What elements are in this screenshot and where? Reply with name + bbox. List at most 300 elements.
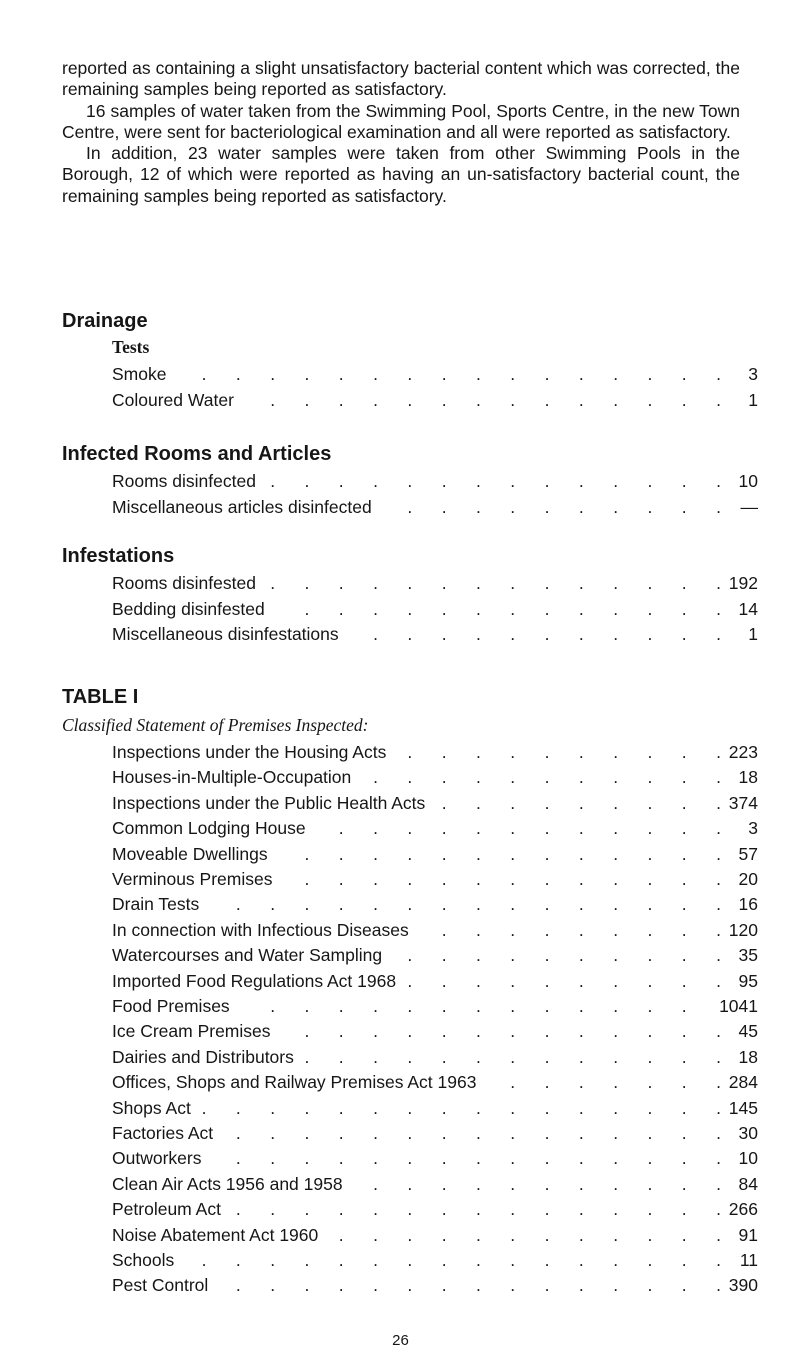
leader-dot: .: [270, 471, 276, 491]
row-value: 1: [748, 624, 758, 644]
leader-dot: .: [578, 919, 584, 940]
leader-dot: .: [338, 1148, 344, 1169]
leader-dot: .: [201, 1250, 207, 1270]
leader-dot: .: [613, 869, 619, 889]
table-row: [0, 742, 801, 764]
leader-dot: .: [510, 1173, 516, 1194]
leader-dot: .: [510, 496, 516, 517]
leader-dot: .: [510, 1275, 516, 1296]
leader-dot: .: [544, 624, 550, 644]
leader-dot: .: [407, 1250, 413, 1270]
page-number: 26: [392, 1332, 409, 1349]
leader-dot: .: [441, 389, 447, 410]
leader-dot: .: [270, 1250, 276, 1270]
leader-dot: .: [338, 1275, 344, 1296]
leader-dot: .: [407, 869, 413, 889]
leader-dot: .: [613, 843, 619, 864]
leader-dot: .: [338, 364, 344, 384]
leader-dot: .: [476, 1173, 481, 1194]
leader-dot: .: [544, 1275, 550, 1296]
leader-dot: .: [304, 1021, 310, 1042]
leader-dot: .: [716, 767, 721, 788]
leader-dot: .: [613, 1072, 619, 1093]
leader-dot: .: [407, 945, 413, 966]
leader-dot: .: [647, 1173, 653, 1194]
leader-dot: .: [476, 364, 481, 384]
table-row: [0, 1148, 801, 1170]
leader-dot: .: [681, 919, 687, 940]
leader-dot: .: [373, 767, 378, 788]
leader-dot: .: [681, 1250, 687, 1270]
leader-dot: .: [476, 1224, 481, 1245]
leader-dot: .: [270, 364, 276, 384]
leader-dot: .: [476, 573, 481, 593]
leader-dot: .: [578, 945, 584, 966]
leader-dot: .: [476, 1199, 481, 1220]
leader-dot: .: [578, 1173, 584, 1194]
leader-dot: .: [716, 598, 721, 619]
leader-dot: .: [338, 894, 344, 915]
table-row: [0, 1123, 801, 1145]
leader-dot: .: [510, 471, 516, 491]
leader-dot: .: [544, 919, 550, 940]
leader-dot: .: [510, 894, 516, 915]
row-value: 1: [748, 389, 758, 410]
leader-dot: .: [476, 818, 481, 839]
leader-dot: .: [510, 767, 516, 788]
row-label: In connection with Infectious Diseases: [112, 919, 409, 940]
leader-dot: .: [476, 1275, 481, 1296]
table-caption: Classified Statement of Premises Inspected:: [62, 715, 369, 735]
leader-dot: .: [441, 471, 447, 491]
leader-dot: .: [510, 945, 516, 966]
leader-dot: .: [510, 792, 516, 813]
leader-dot: .: [510, 624, 516, 644]
leader-dot: .: [716, 1224, 721, 1245]
leader-dot: .: [578, 792, 584, 813]
row-value: 3: [748, 364, 758, 384]
leader-dot: .: [647, 389, 653, 410]
leader-dot: .: [716, 1250, 721, 1270]
row-value: 120: [728, 919, 758, 940]
leader-dot: .: [338, 1046, 344, 1067]
table-row: [0, 945, 801, 967]
leader-dot: .: [304, 573, 310, 593]
leader-dot: .: [681, 1021, 687, 1042]
leader-dot: .: [681, 496, 687, 517]
table-row: [0, 1047, 801, 1069]
row-value: 35: [738, 945, 758, 966]
leader-dot: .: [578, 573, 584, 593]
table-row: [0, 390, 801, 412]
leader-dot: .: [407, 471, 413, 491]
leader-dot: .: [304, 1199, 310, 1220]
leader-dot: .: [544, 1148, 550, 1169]
leader-dot: .: [476, 389, 481, 410]
row-value: 16: [738, 894, 758, 915]
leader-dot: .: [716, 970, 721, 991]
leader-dot: .: [235, 364, 241, 384]
leader-dot: .: [373, 1123, 378, 1143]
row-label: Inspections under the Housing Acts: [112, 742, 387, 762]
leader-dot: .: [476, 792, 481, 813]
leader-dot: .: [476, 1097, 481, 1118]
leader-dot: .: [578, 624, 584, 644]
leader-dot: .: [647, 767, 653, 788]
leader-dot: .: [476, 742, 481, 762]
row-label: Drain Tests: [112, 894, 200, 915]
leader-dot: .: [544, 1224, 550, 1245]
leader-dot: .: [647, 818, 653, 839]
row-label: Imported Food Regulations Act 1968: [112, 970, 397, 991]
row-value: 145: [728, 1097, 758, 1118]
leader-dot: .: [647, 869, 653, 889]
leader-dot: .: [716, 1199, 721, 1220]
leader-dot: .: [544, 364, 550, 384]
leader-dot: .: [441, 970, 447, 991]
leader-dot: .: [338, 843, 344, 864]
leader-dot: .: [578, 1224, 584, 1245]
leader-dot: .: [647, 1250, 653, 1270]
leader-dot: .: [578, 1021, 584, 1042]
leader-dot: .: [510, 1072, 516, 1093]
leader-dot: .: [544, 869, 550, 889]
leader-dot: .: [441, 843, 447, 864]
infestations-heading: Infestations: [62, 545, 175, 567]
row-value: 57: [738, 843, 758, 864]
leader-dot: .: [647, 1123, 653, 1143]
leader-dot: .: [716, 1021, 721, 1042]
leader-dot: .: [270, 1097, 276, 1118]
leader-dot: .: [647, 894, 653, 915]
leader-dot: .: [613, 364, 619, 384]
leader-dot: .: [681, 1123, 687, 1143]
table-heading: TABLE I: [62, 686, 139, 708]
leader-dot: .: [476, 919, 481, 940]
row-label: Ice Cream Premises: [112, 1021, 271, 1042]
leader-dot: .: [681, 364, 687, 384]
leader-dot: .: [407, 818, 413, 839]
infected-heading: Infected Rooms and Articles: [62, 443, 332, 465]
leader-dot: .: [304, 1097, 310, 1118]
row-label: Bedding disinfested: [112, 598, 265, 619]
leader-dot: .: [716, 1072, 721, 1093]
leader-dot: .: [647, 364, 653, 384]
table-row: [0, 767, 801, 789]
table-row: [0, 1174, 801, 1196]
table-row: [0, 793, 801, 815]
leader-dot: .: [441, 1173, 447, 1194]
leader-dot: .: [373, 573, 378, 593]
leader-dot: .: [510, 1224, 516, 1245]
leader-dot: .: [373, 894, 378, 915]
row-label: Miscellaneous disinfestations: [112, 624, 339, 644]
leader-dot: .: [613, 767, 619, 788]
leader-dot: .: [304, 869, 310, 889]
leader-dot: .: [510, 843, 516, 864]
table-row: [0, 920, 801, 942]
leader-dot: .: [441, 818, 447, 839]
leader-dot: .: [716, 389, 721, 410]
leader-dot: .: [270, 1275, 276, 1296]
leader-dot: .: [578, 496, 584, 517]
row-value: 192: [728, 573, 758, 593]
leader-dot: .: [681, 598, 687, 619]
leader-dot: .: [476, 843, 481, 864]
leader-dot: .: [578, 471, 584, 491]
table-row: [0, 573, 801, 595]
leader-dot: .: [373, 1199, 378, 1220]
leader-dot: .: [681, 573, 687, 593]
leader-dot: .: [578, 598, 584, 619]
leader-dot: .: [235, 894, 241, 915]
leader-dot: .: [510, 1046, 516, 1067]
leader-dot: .: [407, 573, 413, 593]
leader-dot: .: [510, 869, 516, 889]
leader-dot: .: [476, 1021, 481, 1042]
leader-dot: .: [681, 843, 687, 864]
leader-dot: .: [681, 869, 687, 889]
leader-dot: .: [476, 996, 481, 1016]
leader-dot: .: [476, 1148, 481, 1169]
leader-dot: .: [578, 818, 584, 839]
leader-dot: .: [716, 1046, 721, 1067]
leader-dot: .: [476, 598, 481, 619]
row-value: 10: [738, 471, 758, 491]
leader-dot: .: [681, 471, 687, 491]
leader-dot: .: [613, 389, 619, 410]
leader-dot: .: [613, 1250, 619, 1270]
leader-dot: .: [407, 1021, 413, 1042]
leader-dot: .: [270, 996, 276, 1016]
leader-dot: .: [716, 894, 721, 915]
leader-dot: .: [338, 1123, 344, 1143]
leader-dot: .: [544, 1072, 550, 1093]
row-label: Miscellaneous articles disinfected: [112, 496, 372, 517]
leader-dot: .: [373, 996, 378, 1016]
row-label: Noise Abatement Act 1960: [112, 1224, 319, 1245]
leader-dot: .: [613, 894, 619, 915]
leader-dot: .: [544, 1097, 550, 1118]
table-row: [0, 844, 801, 866]
leader-dot: .: [510, 996, 516, 1016]
leader-dot: .: [613, 1224, 619, 1245]
leader-dot: .: [681, 1072, 687, 1093]
row-value: 266: [728, 1199, 758, 1220]
leader-dot: .: [613, 1097, 619, 1118]
leader-dot: .: [338, 1199, 344, 1220]
leader-dot: .: [476, 624, 481, 644]
leader-dot: .: [441, 1275, 447, 1296]
leader-dot: .: [613, 792, 619, 813]
row-label: Schools: [112, 1250, 175, 1270]
leader-dot: .: [373, 1046, 378, 1067]
leader-dot: .: [716, 496, 721, 517]
row-value: 3: [748, 818, 758, 839]
leader-dot: .: [338, 573, 344, 593]
row-label: Common Lodging House: [112, 818, 306, 839]
leader-dot: .: [373, 818, 378, 839]
leader-dot: .: [270, 573, 276, 593]
leader-dot: .: [270, 389, 276, 410]
leader-dot: .: [544, 792, 550, 813]
leader-dot: .: [647, 1275, 653, 1296]
leader-dot: .: [510, 1021, 516, 1042]
leader-dot: .: [716, 843, 721, 864]
leader-dot: .: [441, 1097, 447, 1118]
leader-dot: .: [235, 1275, 241, 1296]
leader-dot: .: [716, 364, 721, 384]
leader-dot: .: [373, 364, 378, 384]
leader-dot: .: [270, 1123, 276, 1143]
leader-dot: .: [716, 1123, 721, 1143]
leader-dot: .: [510, 1148, 516, 1169]
row-label: Houses-in-Multiple-Occupation: [112, 767, 352, 788]
leader-dot: .: [647, 1072, 653, 1093]
table-row: [0, 471, 801, 493]
leader-dot: .: [647, 496, 653, 517]
intro-paragraph: 16 samples of water taken from the Swimming Pool, Sports Centre, in the new Town Centre, were sent for bacteriological examination and all were reported as satisfactory.: [62, 100, 740, 142]
leader-dot: .: [235, 1123, 241, 1143]
row-label: Petroleum Act: [112, 1199, 221, 1220]
row-value: 11: [739, 1250, 758, 1270]
leader-dot: .: [510, 364, 516, 384]
leader-dot: .: [270, 1199, 276, 1220]
leader-dot: .: [681, 742, 687, 762]
leader-dot: .: [476, 1046, 481, 1067]
leader-dot: .: [304, 389, 310, 410]
leader-dot: .: [544, 818, 550, 839]
leader-dot: .: [407, 1046, 413, 1067]
leader-dot: .: [373, 1224, 378, 1245]
leader-dot: .: [716, 573, 721, 593]
intro-text: [62, 58, 740, 207]
row-label: Coloured Water: [112, 389, 234, 410]
drainage-heading: Drainage: [62, 310, 148, 332]
leader-dot: .: [407, 496, 413, 517]
leader-dot: .: [613, 471, 619, 491]
leader-dot: .: [510, 1250, 516, 1270]
leader-dot: .: [716, 945, 721, 966]
leader-dot: .: [613, 1046, 619, 1067]
leader-dot: .: [716, 1173, 721, 1194]
row-label: Pest Control: [112, 1275, 209, 1296]
leader-dot: .: [476, 1250, 481, 1270]
row-label: Smoke: [112, 364, 167, 384]
table-row: [0, 624, 801, 646]
table-row: [0, 869, 801, 891]
leader-dot: .: [613, 1123, 619, 1143]
leader-dot: .: [441, 767, 447, 788]
leader-dot: .: [441, 624, 447, 644]
leader-dot: .: [338, 1250, 344, 1270]
leader-dot: .: [613, 919, 619, 940]
row-value: 95: [738, 970, 758, 991]
leader-dot: .: [304, 1123, 310, 1143]
leader-dot: .: [304, 1046, 310, 1067]
leader-dot: .: [613, 573, 619, 593]
leader-dot: .: [613, 1021, 619, 1042]
leader-dot: .: [441, 996, 447, 1016]
leader-dot: .: [373, 389, 378, 410]
leader-dot: .: [647, 996, 653, 1016]
leader-dot: .: [270, 894, 276, 915]
leader-dot: .: [304, 1250, 310, 1270]
leader-dot: .: [613, 742, 619, 762]
leader-dot: .: [441, 1250, 447, 1270]
leader-dot: .: [476, 869, 481, 889]
leader-dot: .: [578, 1046, 584, 1067]
leader-dot: .: [613, 598, 619, 619]
leader-dot: .: [338, 1021, 344, 1042]
leader-dot: .: [270, 1148, 276, 1169]
leader-dot: .: [716, 1097, 721, 1118]
leader-dot: .: [407, 1123, 413, 1143]
row-value: 18: [738, 767, 758, 788]
leader-dot: .: [476, 496, 481, 517]
leader-dot: .: [544, 598, 550, 619]
leader-dot: .: [716, 742, 721, 762]
leader-dot: .: [544, 389, 550, 410]
leader-dot: .: [613, 818, 619, 839]
leader-dot: .: [544, 843, 550, 864]
leader-dot: .: [647, 742, 653, 762]
leader-dot: .: [373, 1021, 378, 1042]
leader-dot: .: [681, 1148, 687, 1169]
leader-dot: .: [235, 1199, 241, 1220]
row-label: Outworkers: [112, 1148, 202, 1169]
leader-dot: .: [510, 1199, 516, 1220]
leader-dot: .: [681, 767, 687, 788]
table-row: [0, 894, 801, 916]
table-row: [0, 1098, 801, 1120]
leader-dot: .: [613, 1148, 619, 1169]
leader-dot: .: [338, 598, 344, 619]
leader-dot: .: [510, 573, 516, 593]
row-value: 84: [738, 1173, 758, 1194]
leader-dot: .: [476, 471, 481, 491]
row-value: 390: [728, 1275, 758, 1296]
table-row: [0, 1199, 801, 1221]
leader-dot: .: [441, 869, 447, 889]
leader-dot: .: [407, 1199, 413, 1220]
row-label: Inspections under the Public Health Acts: [112, 792, 426, 813]
leader-dot: .: [235, 1097, 241, 1118]
leader-dot: .: [716, 919, 721, 940]
leader-dot: .: [407, 894, 413, 915]
leader-dot: .: [373, 598, 378, 619]
leader-dot: .: [304, 843, 310, 864]
row-value: 284: [728, 1072, 758, 1093]
leader-dot: .: [681, 1199, 687, 1220]
leader-dot: .: [476, 970, 481, 991]
leader-dot: .: [407, 1148, 413, 1169]
leader-dot: .: [407, 996, 413, 1016]
leader-dot: .: [407, 389, 413, 410]
leader-dot: .: [510, 742, 516, 762]
leader-dot: .: [373, 1275, 378, 1296]
leader-dot: .: [578, 742, 584, 762]
table-row: [0, 971, 801, 993]
leader-dot: .: [647, 471, 653, 491]
leader-dot: .: [578, 767, 584, 788]
leader-dot: .: [304, 364, 310, 384]
row-value: 374: [728, 792, 758, 813]
leader-dot: .: [613, 1199, 619, 1220]
leader-dot: .: [613, 1275, 619, 1296]
row-label: Dairies and Distributors: [112, 1046, 294, 1067]
leader-dot: .: [578, 364, 584, 384]
